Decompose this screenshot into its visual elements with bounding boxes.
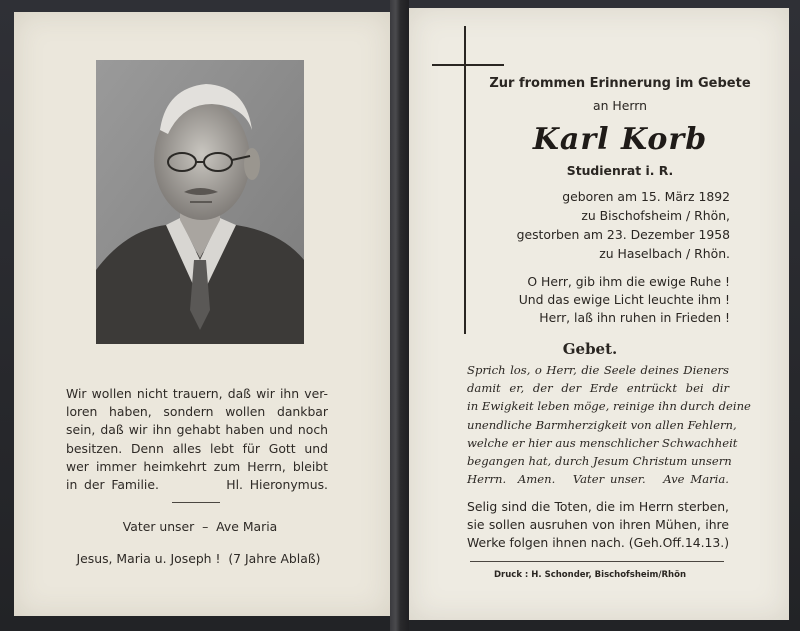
gebet-line: welche er hier aus menschlicher Schwachheit	[467, 435, 738, 450]
cross-icon	[464, 26, 466, 334]
selig-verse	[467, 498, 729, 553]
birth-place: zu Bischofsheim / Rhön,	[581, 208, 730, 223]
gebet-title: Gebet.	[562, 340, 618, 358]
printer-credit: Druck : H. Schonder, Bischofsheim/Rhön	[493, 570, 686, 580]
deceased-name: Karl Korb	[532, 122, 708, 157]
birth-date: geboren am 15. März 1892	[562, 189, 730, 204]
portrait-icon	[96, 60, 304, 344]
gebet-line: damit er, der der Erde entrückt bei dir	[467, 381, 729, 396]
gebet-line: begangen hat, durch Jesum Christum unsern	[467, 454, 732, 469]
poem-line: in der Familie. Hl. Hieronymus.	[66, 477, 328, 493]
gebet-prayer	[467, 361, 751, 488]
cross-icon-bar	[432, 64, 504, 66]
requiem-line: O Herr, gib ihm die ewige Ruhe !	[527, 274, 730, 289]
poem-line: sein, daß wir ihn gehabt haben und noch	[66, 422, 328, 438]
bereavement-poem	[66, 385, 328, 494]
selig-line: Werke folgen ihnen nach. (Geh.Off.14.13.)	[467, 535, 730, 551]
gebet-line: in Ewigkeit leben möge, reinige ihn durch deine	[467, 399, 751, 414]
memorial-heading: Zur frommen Erinnerung im Gebete	[489, 76, 751, 91]
prayer-line: Vater unser – Ave Maria	[122, 519, 278, 534]
ablass-line: Jesus, Maria u. Joseph ! (7 Jahre Ablaß)	[76, 551, 321, 566]
gebet-line: Sprich los, o Herr, die Seele deines Dieners	[467, 363, 729, 377]
death-place: zu Haselbach / Rhön.	[599, 246, 730, 261]
selig-line: Selig sind die Toten, die im Herrn sterben,	[467, 499, 729, 514]
right-divider	[470, 561, 724, 562]
poem-line: loren haben, sondern wollen dankbar	[66, 404, 328, 420]
left-divider	[172, 502, 220, 503]
poem-line: besitzen. Denn alles lebt für Gott und	[66, 440, 328, 456]
portrait-photo	[96, 60, 304, 344]
gebet-line: unendliche Barmherzigkeit von allen Fehlern,	[467, 417, 737, 432]
gebet-line: Herrn. Amen. Vater unser. Ave Maria.	[467, 472, 729, 487]
card-fold	[390, 0, 409, 631]
deceased-title: Studienrat i. R.	[566, 163, 674, 178]
poem-line: Wir wollen nicht trauern, daß wir ihn ver-	[66, 386, 328, 401]
requiem-line: Und das ewige Licht leuchte ihm !	[518, 292, 730, 307]
poem-line: wer immer heimkehrt zum Herrn, bleibt	[66, 458, 328, 474]
requiem-line: Herr, laß ihn ruhen in Frieden !	[539, 310, 730, 325]
an-herrn-text: an Herrn	[593, 98, 647, 113]
death-date: gestorben am 23. Dezember 1958	[516, 227, 730, 242]
selig-line: sie sollen ausruhen von ihren Mühen, ihre	[467, 517, 729, 533]
